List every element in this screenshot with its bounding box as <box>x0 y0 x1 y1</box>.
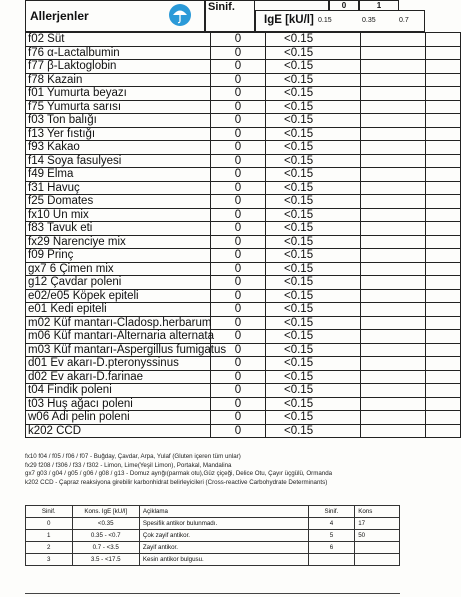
table-row <box>26 316 461 330</box>
class-0-bar-cell <box>361 370 426 384</box>
class-0-bar-cell <box>361 100 426 114</box>
class-1-bar-cell <box>426 60 461 74</box>
table-row <box>26 384 461 398</box>
bottom-divider <box>25 593 400 594</box>
class-1-bar-cell <box>426 316 461 330</box>
ige-value: <0.15 <box>266 114 361 128</box>
legend-sinif: 0 <box>26 518 73 530</box>
ige-value: <0.15 <box>266 181 361 195</box>
allergen-table <box>25 32 461 438</box>
legend-kons2: 50 <box>355 530 400 542</box>
scale-035: 0.35 <box>362 17 376 24</box>
ige-value: <0.15 <box>266 303 361 317</box>
ige-value: <0.15 <box>266 127 361 141</box>
sinif-value: 0 <box>211 222 266 236</box>
sinif-value: 0 <box>211 357 266 371</box>
class-1-bar-cell <box>426 168 461 182</box>
ige-value: <0.15 <box>266 46 361 60</box>
legend-sinif2 <box>308 554 355 566</box>
class-1-bar-cell <box>426 276 461 290</box>
sinif-value: 0 <box>211 46 266 60</box>
sinif-value: 0 <box>211 114 266 128</box>
allergen-name: w06 Adi pelin poleni <box>26 411 211 425</box>
legend-row <box>26 554 400 566</box>
table-row <box>26 289 461 303</box>
allergen-name: f25 Domates <box>26 195 211 209</box>
class-1-bar-cell <box>426 73 461 87</box>
legend-header-kons: Kons. IgE [kU/l] <box>72 506 139 518</box>
sinif-value: 0 <box>211 384 266 398</box>
class-0-bar-cell <box>361 330 426 344</box>
legend-header-row <box>26 506 400 518</box>
allergen-name: f75 Yumurta sarısı <box>26 100 211 114</box>
class-1-bar-cell <box>426 235 461 249</box>
table-row <box>26 73 461 87</box>
ige-value: <0.15 <box>266 168 361 182</box>
table-row <box>26 87 461 101</box>
allergen-name: e02/e05 Köpek epiteli <box>26 289 211 303</box>
footnote-line: k202 CCD - Çapraz reaksiyona girebilir karbonhidrat belirleyicileri (Cross-reactive Carbohydrate Determinants) <box>25 478 328 486</box>
table-header <box>25 0 425 32</box>
class-0-bar-cell <box>361 114 426 128</box>
class-1-bar-cell <box>426 33 461 47</box>
class-1-bar-cell <box>426 208 461 222</box>
class-0-bar-cell <box>361 46 426 60</box>
sinif-value: 0 <box>211 411 266 425</box>
table-row <box>26 235 461 249</box>
sinif-value: 0 <box>211 73 266 87</box>
ige-value: <0.15 <box>266 384 361 398</box>
legend-header-sinif2: Sinif. <box>308 506 355 518</box>
sinif-label: Sinif. <box>208 1 235 13</box>
sinif-value: 0 <box>211 195 266 209</box>
footnote-line: fx29 f208 / f306 / f33 / f302 - Limon, Lime(Yeşil Limon), Portakal, Mandalina <box>25 461 232 469</box>
allergen-name: e01 Kedi epiteli <box>26 303 211 317</box>
table-row <box>26 33 461 47</box>
allergen-name: t03 Huş ağacı poleni <box>26 397 211 411</box>
ige-value: <0.15 <box>266 370 361 384</box>
class-1-header: 1 <box>359 0 399 11</box>
ige-value: <0.15 <box>266 289 361 303</box>
class-0-bar-cell <box>361 195 426 209</box>
table-row <box>26 424 461 438</box>
class-1-bar-cell <box>426 357 461 371</box>
class-0-bar-cell <box>361 343 426 357</box>
sinif-value: 0 <box>211 343 266 357</box>
footnote-line: gx7 g03 / g04 / g05 / g06 / g08 / g13 - Domuz ayrığı(parmak otu),Güz çiçeği, Delice Otu, Çayır üçgülü, Ormanda <box>25 470 333 478</box>
legend-sinif: 1 <box>26 530 73 542</box>
allergen-name: d02 Ev akarı-D.farinae <box>26 370 211 384</box>
table-row <box>26 249 461 263</box>
legend-table <box>25 505 400 566</box>
class-0-bar-cell <box>361 73 426 87</box>
ige-value: <0.15 <box>266 33 361 47</box>
class-1-bar-cell <box>426 100 461 114</box>
allergen-name: f14 Soya fasulyesi <box>26 154 211 168</box>
class-0-bar-cell <box>361 384 426 398</box>
sinif-value: 0 <box>211 424 266 438</box>
legend-sinif2: 5 <box>308 530 355 542</box>
ige-value: <0.15 <box>266 100 361 114</box>
ige-value: <0.15 <box>266 249 361 263</box>
class-1-bar-cell <box>426 411 461 425</box>
allergen-name: fx10 Un mix <box>26 208 211 222</box>
allergen-header-cell <box>25 0 205 32</box>
table-row <box>26 222 461 236</box>
class-0-bar-cell <box>361 235 426 249</box>
ige-value: <0.15 <box>266 343 361 357</box>
table-row <box>26 330 461 344</box>
allergen-name: f83 Tavuk eti <box>26 222 211 236</box>
legend-kons: 0.35 - <0.7 <box>72 530 139 542</box>
class-0-bar-cell <box>361 141 426 155</box>
class-0-bar-cell <box>361 154 426 168</box>
legend-aciklama: Çok zayif antikor. <box>139 530 308 542</box>
sinif-value: 0 <box>211 262 266 276</box>
ige-value: <0.15 <box>266 195 361 209</box>
class-1-bar-cell <box>426 87 461 101</box>
allergen-name: f31 Havuç <box>26 181 211 195</box>
class-0-bar-cell <box>361 208 426 222</box>
class-0-bar-cell <box>361 33 426 47</box>
table-row <box>26 411 461 425</box>
sinif-value: 0 <box>211 303 266 317</box>
ige-value: <0.15 <box>266 276 361 290</box>
class-0-bar-cell <box>361 316 426 330</box>
legend-sinif: 3 <box>26 554 73 566</box>
sinif-value: 0 <box>211 60 266 74</box>
allergen-name: f78 Kazain <box>26 73 211 87</box>
ige-value: <0.15 <box>266 357 361 371</box>
class-1-bar-cell <box>426 262 461 276</box>
allergen-name: f76 α-Lactalbumin <box>26 46 211 60</box>
ige-value: <0.15 <box>266 60 361 74</box>
class-1-bar-cell <box>426 424 461 438</box>
table-row <box>26 370 461 384</box>
allergen-name: fx29 Narenciye mix <box>26 235 211 249</box>
table-row <box>26 343 461 357</box>
table-row <box>26 60 461 74</box>
class-0-bar-cell <box>361 411 426 425</box>
legend-sinif2: 4 <box>308 518 355 530</box>
sinif-value: 0 <box>211 397 266 411</box>
table-row <box>26 127 461 141</box>
sinif-value: 0 <box>211 235 266 249</box>
class-0-bar-cell <box>361 168 426 182</box>
sinif-value: 0 <box>211 249 266 263</box>
sinif-value: 0 <box>211 33 266 47</box>
class-1-bar-cell <box>426 127 461 141</box>
table-row <box>26 262 461 276</box>
scale-015: 0.15 <box>318 17 332 24</box>
ige-value: <0.15 <box>266 316 361 330</box>
class-0-bar-cell <box>361 249 426 263</box>
allergen-title: Allerjenler <box>30 9 89 23</box>
allergen-name: t04 Findik poleni <box>26 384 211 398</box>
umbrella-icon <box>169 4 191 26</box>
allergen-name: f13 Yer fıstığı <box>26 127 211 141</box>
class-1-bar-cell <box>426 370 461 384</box>
ige-value: <0.15 <box>266 397 361 411</box>
class-1-bar-cell <box>426 384 461 398</box>
sinif-value: 0 <box>211 154 266 168</box>
table-row <box>26 208 461 222</box>
allergen-name: g12 Çavdar poleni <box>26 276 211 290</box>
class-1-bar-cell <box>426 289 461 303</box>
allergen-name: m02 Küf mantarı-Cladosp.herbarum <box>26 316 211 330</box>
legend-aciklama: Zayif antikor. <box>139 542 308 554</box>
legend-aciklama: Spesifik antikor bulunmadı. <box>139 518 308 530</box>
legend-kons: <0.35 <box>72 518 139 530</box>
legend-row <box>26 542 400 554</box>
class-1-bar-cell <box>426 181 461 195</box>
ige-value: <0.15 <box>266 154 361 168</box>
legend-row <box>26 530 400 542</box>
allergen-name: f93 Kakao <box>26 141 211 155</box>
legend-row <box>26 518 400 530</box>
class-0-bar-cell <box>361 289 426 303</box>
sinif-value: 0 <box>211 289 266 303</box>
class-1-bar-cell <box>426 330 461 344</box>
sinif-value: 0 <box>211 330 266 344</box>
legend-kons2: 17 <box>355 518 400 530</box>
table-row <box>26 114 461 128</box>
sinif-value: 0 <box>211 141 266 155</box>
ige-value: <0.15 <box>266 262 361 276</box>
class-0-header: 0 <box>329 0 359 11</box>
table-row <box>26 397 461 411</box>
footnotes <box>25 453 332 487</box>
table-row <box>26 303 461 317</box>
allergen-name: f49 Elma <box>26 168 211 182</box>
class-0-bar-cell <box>361 276 426 290</box>
class-1-bar-cell <box>426 141 461 155</box>
class-1-bar-cell <box>426 303 461 317</box>
allergen-name: m06 Küf mantarı-Alternaria alternata <box>26 330 211 344</box>
sinif-value: 0 <box>211 100 266 114</box>
class-0-bar-cell <box>361 262 426 276</box>
legend-sinif: 2 <box>26 542 73 554</box>
allergen-name: k202 CCD <box>26 424 211 438</box>
table-row <box>26 141 461 155</box>
ige-value: <0.15 <box>266 208 361 222</box>
ige-label: IgE [kU/l] <box>264 14 314 26</box>
legend-header-kons2: Kons <box>355 506 400 518</box>
class-1-bar-cell <box>426 195 461 209</box>
class-0-bar-cell <box>361 397 426 411</box>
sinif-value: 0 <box>211 168 266 182</box>
sinif-header-cell <box>205 0 255 32</box>
sinif-value: 0 <box>211 276 266 290</box>
ige-value: <0.15 <box>266 235 361 249</box>
ige-value: <0.15 <box>266 411 361 425</box>
scale-07: 0.7 <box>399 17 409 24</box>
table-row <box>26 168 461 182</box>
class-1-bar-cell <box>426 343 461 357</box>
table-row <box>26 181 461 195</box>
ige-value: <0.15 <box>266 87 361 101</box>
sinif-value: 0 <box>211 127 266 141</box>
legend-kons2 <box>355 554 400 566</box>
table-row <box>26 154 461 168</box>
ige-value: <0.15 <box>266 330 361 344</box>
allergen-name: d01 Ev akarı-D.pteronyssinus <box>26 357 211 371</box>
sinif-value: 0 <box>211 316 266 330</box>
table-row <box>26 357 461 371</box>
class-1-bar-cell <box>426 114 461 128</box>
allergen-name: gx7 6 Çimen mix <box>26 262 211 276</box>
ige-value: <0.15 <box>266 141 361 155</box>
class-1-bar-cell <box>426 46 461 60</box>
allergen-name: f02 Süt <box>26 33 211 47</box>
class-0-bar-cell <box>361 60 426 74</box>
legend-kons: 3.5 - <17.5 <box>72 554 139 566</box>
table-row <box>26 100 461 114</box>
allergen-name: f03 Ton balığı <box>26 114 211 128</box>
legend-kons: 0.7 - <3.5 <box>72 542 139 554</box>
legend-kons2 <box>355 542 400 554</box>
class-0-bar-cell <box>361 127 426 141</box>
class-1-bar-cell <box>426 397 461 411</box>
class-0-bar-cell <box>361 424 426 438</box>
class-0-bar-cell <box>361 87 426 101</box>
ige-scale-header <box>255 10 425 32</box>
ige-value: <0.15 <box>266 222 361 236</box>
table-row <box>26 195 461 209</box>
class-1-bar-cell <box>426 154 461 168</box>
class-0-bar-cell <box>361 303 426 317</box>
class-1-bar-cell <box>426 222 461 236</box>
allergen-name: f01 Yumurta beyazı <box>26 87 211 101</box>
ige-value: <0.15 <box>266 73 361 87</box>
ige-value: <0.15 <box>266 424 361 438</box>
footnote-line: fx10 f04 / f05 / f06 / f07 - Buğday, Çavdar, Arpa, Yulaf (Gluten içeren tüm unlar) <box>25 453 241 460</box>
class-0-bar-cell <box>361 222 426 236</box>
allergen-name: m03 Küf mantarı-Aspergillus fumigatus <box>26 343 211 357</box>
allergen-name: f09 Prinç <box>26 249 211 263</box>
table-row <box>26 46 461 60</box>
class-0-bar-cell <box>361 181 426 195</box>
class-1-bar-cell <box>426 249 461 263</box>
legend-header-sinif: Sinif. <box>26 506 73 518</box>
legend-sinif2: 6 <box>308 542 355 554</box>
allergen-name: f77 β-Laktoglobin <box>26 60 211 74</box>
sinif-value: 0 <box>211 181 266 195</box>
table-row <box>26 276 461 290</box>
class-0-bar-cell <box>361 357 426 371</box>
sinif-value: 0 <box>211 87 266 101</box>
sinif-value: 0 <box>211 370 266 384</box>
legend-header-aciklama: Açiklama <box>139 506 308 518</box>
legend-aciklama: Kesin antikor bulgusu. <box>139 554 308 566</box>
sinif-value: 0 <box>211 208 266 222</box>
